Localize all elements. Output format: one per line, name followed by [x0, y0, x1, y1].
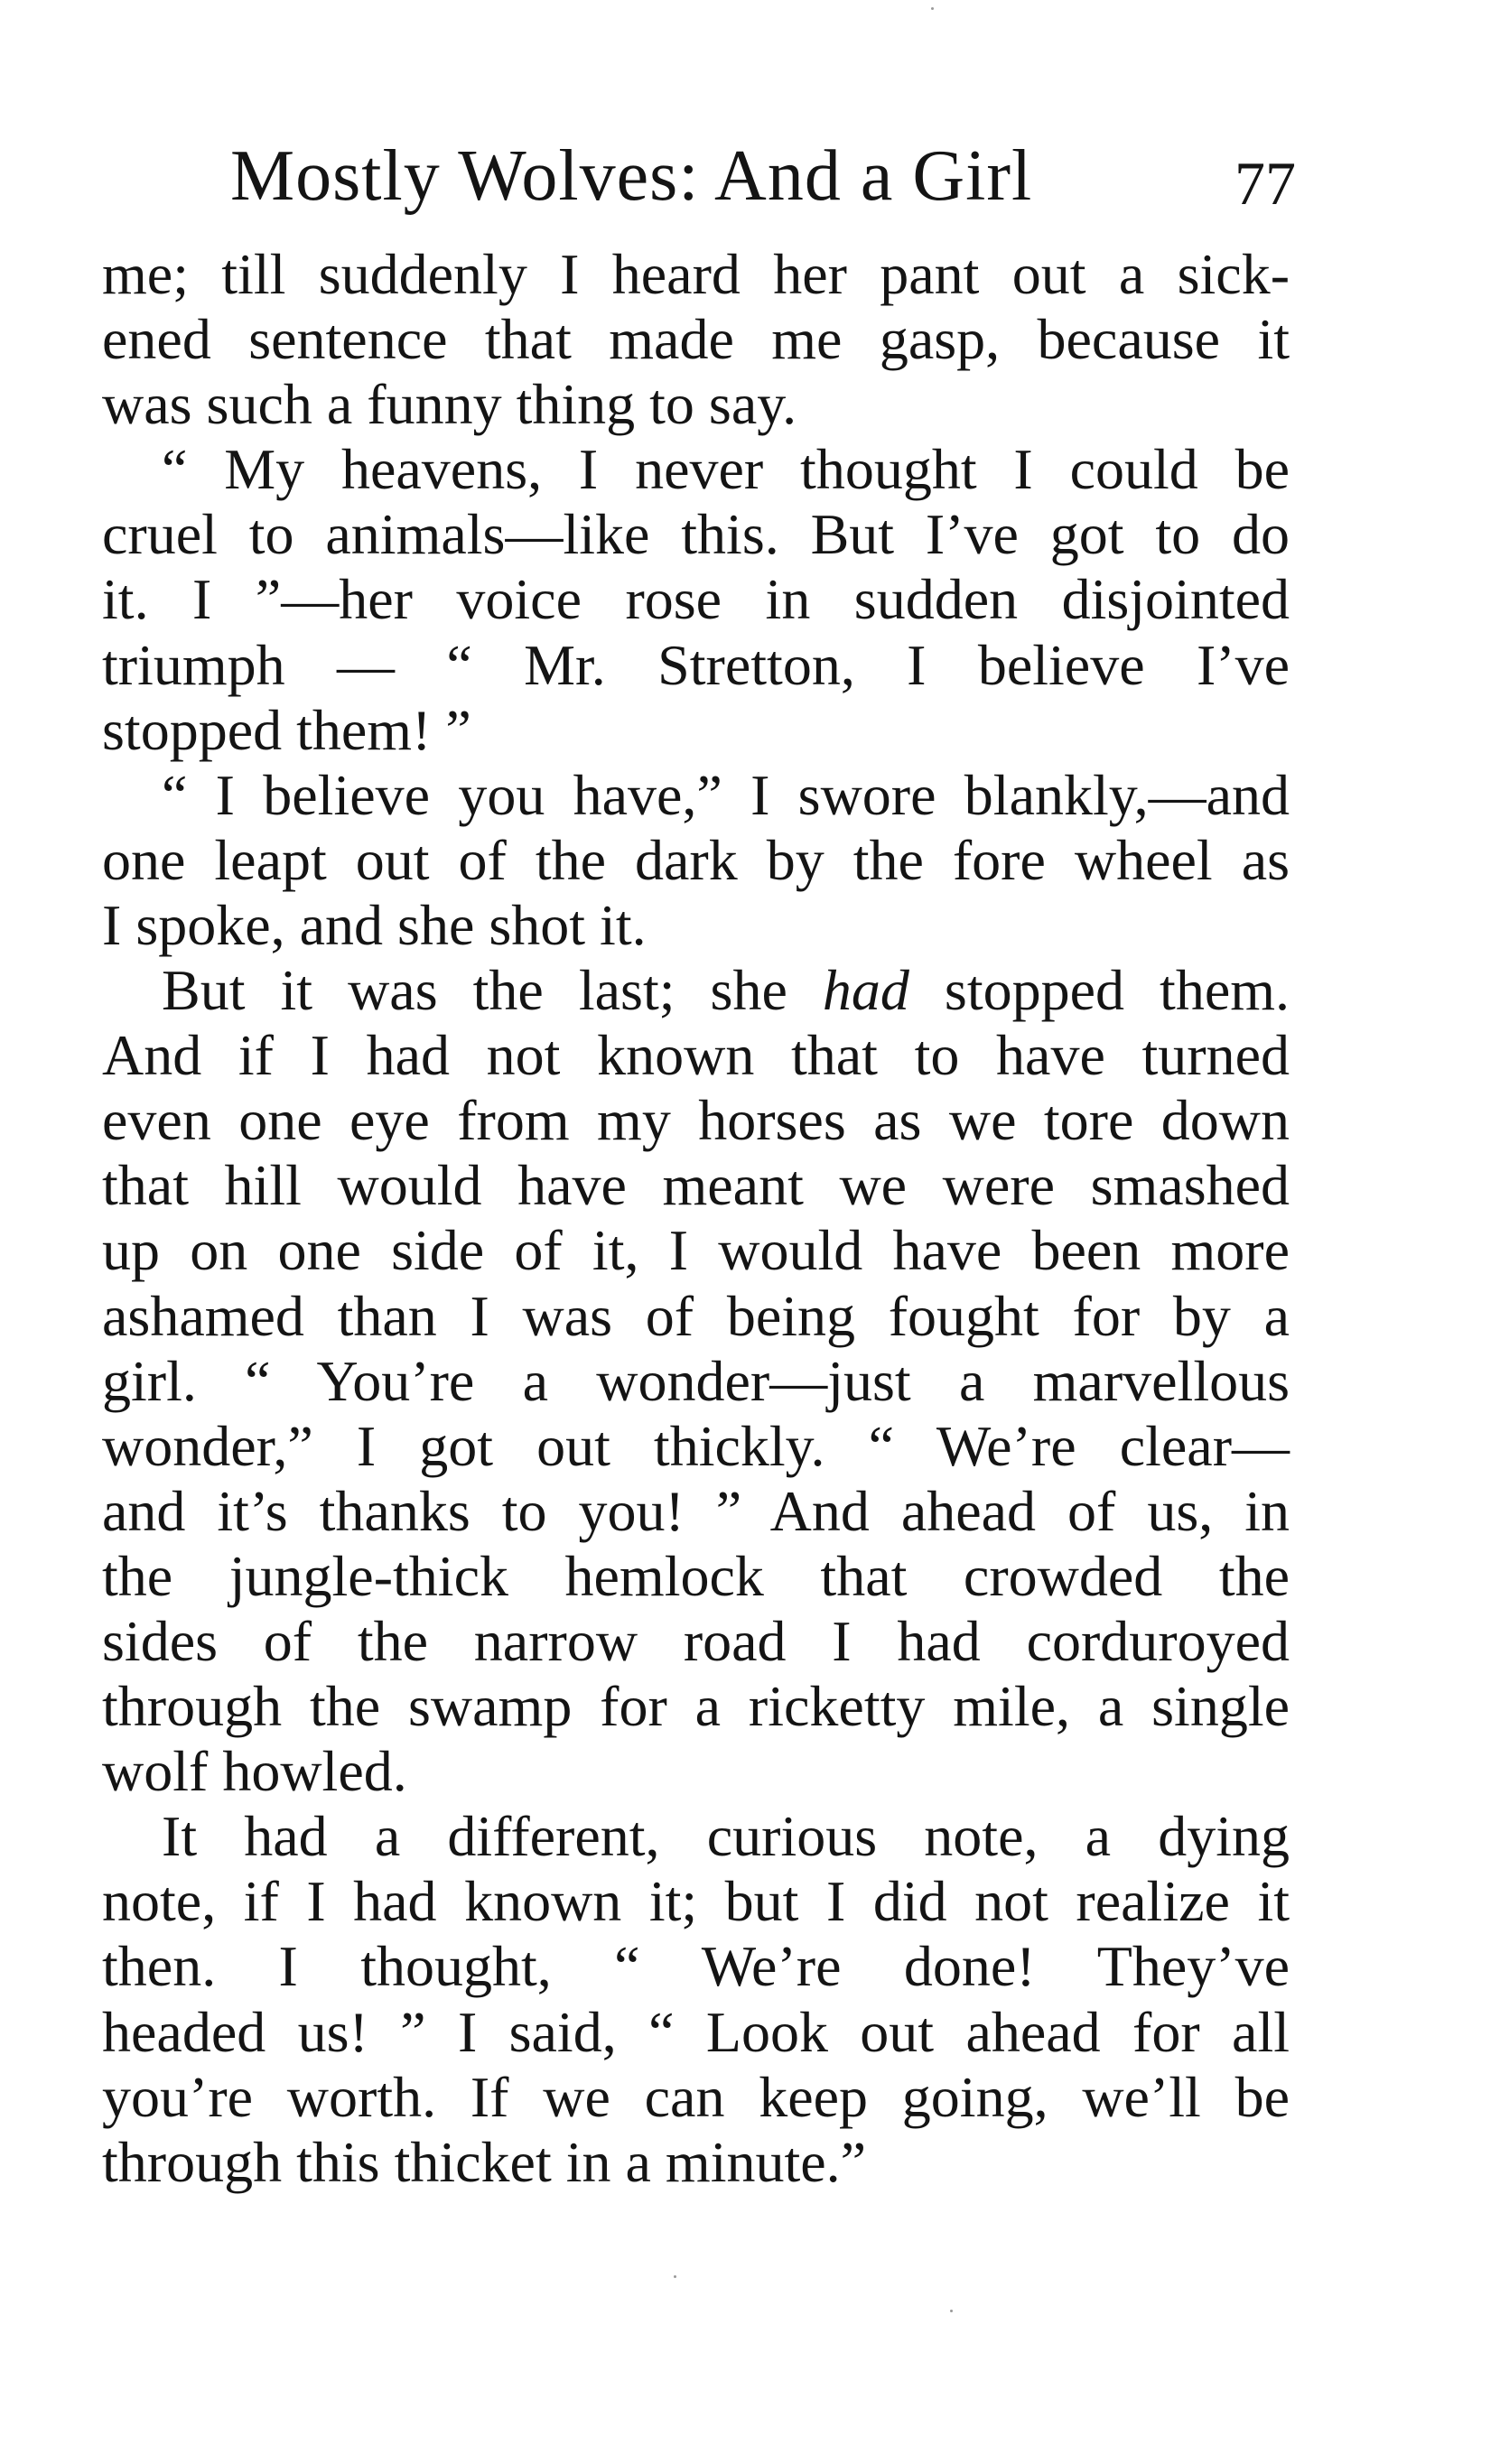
emphasized-word: had [822, 958, 909, 1023]
text-line: and it’s thanks to you! ” And ahead of us, in [102, 1478, 1290, 1543]
text-line: And if I had not known that to have turned [102, 1023, 1290, 1088]
text-line: was such a funny thing to say. [102, 372, 797, 437]
text-line: that hill would have meant we were smashed [102, 1153, 1290, 1218]
text-line: sides of the narrow road I had corduroyed [102, 1608, 1290, 1673]
text-line: girl. “ You’re a wonder—just a marvellous [102, 1348, 1290, 1413]
text-line: one leapt out of the dark by the fore wheel as [102, 827, 1290, 892]
text-line: “ My heavens, I never thought I could be [162, 437, 1290, 502]
text-line: stopped them! ” [102, 697, 471, 762]
body-text [102, 242, 1290, 2195]
text-line [102, 958, 1290, 1023]
text-line: through the swamp for a ricketty mile, a single [102, 1674, 1290, 1739]
text-line: me; till suddenly I heard her pant out a sick- [102, 242, 1290, 306]
text-segment: stopped them. [908, 958, 1290, 1023]
text-line: I spoke, and she shot it. [102, 892, 647, 957]
text-line: ashamed than I was of being fought for by a [102, 1283, 1290, 1348]
page-number: 77 [1234, 149, 1296, 218]
text-line: then. I thought, “ We’re done! They’ve [102, 1934, 1290, 1999]
print-speck [931, 7, 934, 10]
text-line: triumph — “ Mr. Stretton, I believe I’ve [102, 632, 1290, 697]
print-speck [674, 2275, 676, 2278]
text-line: you’re worth. If we can keep going, we’ll be [102, 2064, 1290, 2129]
page-header [230, 126, 1296, 226]
text-line: the jungle-thick hemlock that crowded the [102, 1543, 1290, 1608]
text-line: “ I believe you have,” I swore blankly,—and [162, 762, 1290, 827]
text-line: wolf howled. [102, 1739, 407, 1804]
text-line: wonder,” I got out thickly. “ We’re clear— [102, 1413, 1290, 1478]
text-line: cruel to animals—like this. But I’ve got to do [102, 502, 1290, 567]
text-line: even one eye from my horses as we tore down [102, 1088, 1290, 1153]
running-title: Mostly Wolves: And a Girl [230, 136, 1033, 216]
text-line: ened sentence that made me gasp, because it [102, 307, 1290, 372]
text-segment: But it was the last; she [162, 958, 823, 1023]
text-line: through this thicket in a minute.” [102, 2129, 867, 2194]
text-line: it. I ”—her voice rose in sudden disjointed [102, 567, 1290, 632]
print-speck [950, 2310, 953, 2312]
text-line: note, if I had known it; but I did not realize it [102, 1869, 1290, 1934]
text-line: headed us! ” I said, “ Look out ahead for all [102, 1999, 1290, 2064]
text-line: It had a different, curious note, a dying [162, 1804, 1290, 1869]
text-line: up on one side of it, I would have been more [102, 1218, 1290, 1283]
